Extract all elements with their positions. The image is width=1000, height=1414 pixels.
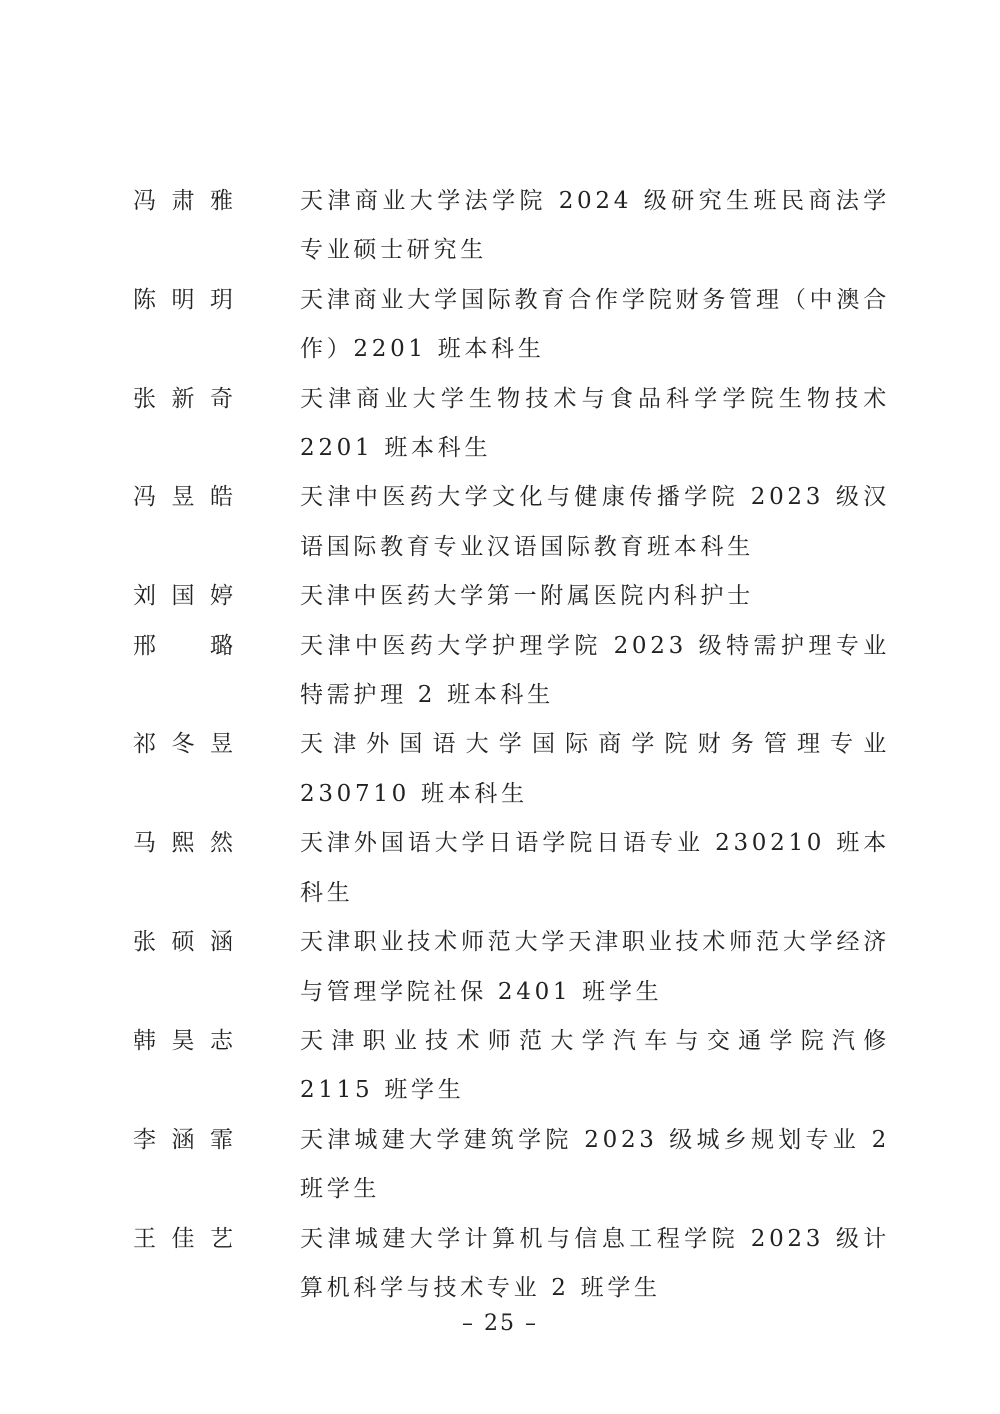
- list-item: [133, 918, 890, 1017]
- person-affiliation: 天津城建大学计算机与信息工程学院 2023 级计算机科学与技术专业 2 班学生: [300, 1225, 890, 1301]
- person-name: 王佳艺: [133, 1225, 233, 1252]
- person-affiliation: 天津商业大学国际教育合作学院财务管理（中澳合作）2201 班本科生: [300, 286, 890, 363]
- list-item: [133, 720, 890, 819]
- person-affiliation: 天津外国语大学日语学院日语专业 230210 班本科生: [300, 830, 890, 906]
- person-name: 张新奇: [133, 385, 233, 412]
- person-affiliation: 天津商业大学法学院 2024 级研究生班民商法学专业硕士研究生: [300, 188, 890, 264]
- person-affiliation: 天津中医药大学文化与健康传播学院 2023 级汉语国际教育专业汉语国际教育班本科生: [300, 484, 890, 560]
- recipient-list: [133, 177, 890, 1313]
- person-name: 张硕涵: [133, 929, 233, 956]
- list-item: [133, 375, 890, 474]
- list-item: [133, 473, 890, 572]
- person-name: 陈明玥: [133, 286, 233, 313]
- list-item: [133, 177, 890, 276]
- person-affiliation: 天津职业技术师范大学天津职业技术师范大学经济与管理学院社保 2401 班学生: [300, 929, 890, 1005]
- list-item: [133, 1116, 890, 1215]
- person-affiliation: 天津商业大学生物技术与食品科学学院生物技术 2201 班本科生: [300, 385, 890, 462]
- person-name: 刘国婷: [133, 583, 233, 610]
- person-name: 韩昊志: [133, 1027, 233, 1054]
- person-name: 祁冬昱: [133, 731, 233, 758]
- person-name: 冯昱皓: [133, 484, 233, 511]
- list-item: [133, 1017, 890, 1116]
- person-affiliation: 天津外国语大学国际商学院财务管理专业 230710 班本科生: [300, 731, 890, 807]
- person-affiliation: 天津职业技术师范大学汽车与交通学院汽修 2115 班学生: [300, 1027, 890, 1104]
- list-item: [133, 819, 890, 918]
- person-affiliation: 天津中医药大学第一附属医院内科护士: [300, 583, 754, 610]
- person-name: 马熙然: [133, 830, 233, 857]
- page-number: – 25 –: [462, 1311, 538, 1336]
- person-name: 冯肃雅: [133, 188, 233, 214]
- list-item: [133, 572, 890, 621]
- person-name: 李涵霏: [133, 1126, 233, 1153]
- list-item: [133, 1215, 890, 1314]
- list-item: [133, 622, 890, 721]
- person-affiliation: 天津城建大学建筑学院 2023 级城乡规划专业 2 班学生: [300, 1126, 890, 1203]
- person-name: 邢璐: [133, 632, 233, 659]
- person-affiliation: 天津中医药大学护理学院 2023 级特需护理专业特需护理 2 班本科生: [300, 632, 890, 709]
- list-item: [133, 276, 890, 375]
